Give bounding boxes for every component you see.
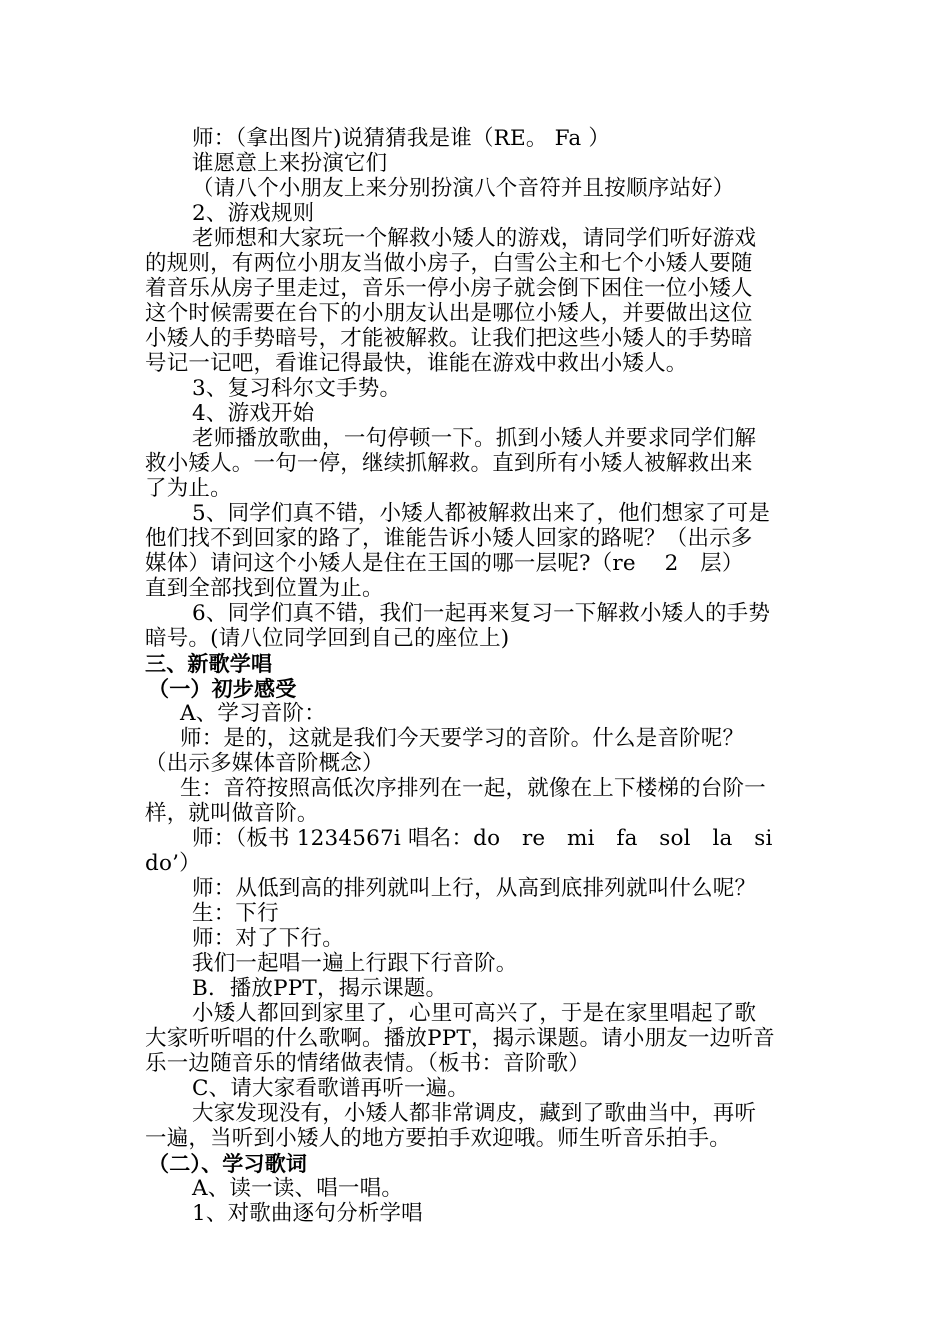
text-line: 暗号。(请八位同学回到自己的座位上)	[145, 626, 510, 651]
text-line: 师：是的，这就是我们今天要学习的音阶。什么是音阶呢？	[180, 726, 745, 751]
text-line: A、学习音阶：	[180, 701, 326, 726]
text-line: 的规则，有两位小朋友当做小房子，白雪公主和七个小矮人要随	[145, 251, 753, 276]
subsection-heading: （二）、学习歌词	[148, 1152, 308, 1176]
text-line: 号记一记吧，看谁记得最快，谁能在游戏中救出小矮人。	[145, 351, 688, 376]
text-line: B．播放PPT，揭示课题。	[192, 976, 448, 1001]
text-line: 师：从低到高的排列就叫上行，从高到底排列就叫什么呢？	[192, 876, 757, 901]
text-line: 救小矮人。一句一停，继续抓解救。直到所有小矮人被解救出来	[145, 451, 753, 476]
text-line: 小矮人的手势暗号，才能被解救。让我们把这些小矮人的手势暗	[145, 326, 753, 351]
text-line: 生：下行	[192, 901, 279, 926]
text-line: 师：（拿出图片)说猜猜我是谁（RE。 Fa ）	[192, 126, 611, 151]
text-line: 6、同学们真不错，我们一起再来复习一下解救小矮人的手势	[192, 601, 771, 626]
text-line: 1、对歌曲逐句分析学唱	[192, 1201, 423, 1226]
text-line: 我们一起唱一遍上行跟下行音阶。	[192, 951, 518, 976]
text-line: 5、同学们真不错，小矮人都被解救出来了，他们想家了可是	[192, 501, 771, 526]
text-line: C、请大家看歌谱再听一遍。	[192, 1076, 470, 1101]
text-line: （出示多媒体音阶概念）	[145, 751, 384, 776]
text-line: 大家发现没有，小矮人都非常调皮，藏到了歌曲当中，再听	[192, 1101, 757, 1126]
text-line: 师：对了下行。	[192, 926, 344, 951]
text-line: 这个时候需要在台下的小朋友认出是哪位小矮人，并要做出这位	[145, 301, 753, 326]
text-line: 2、游戏规则	[192, 201, 315, 226]
text-line: 大家听听唱的什么歌啊。播放PPT，揭示课题。请小朋友一边听音	[145, 1026, 775, 1051]
section-heading: 三、新歌学唱	[145, 652, 273, 676]
text-line: 媒体）请问这个小矮人是住在王国的哪一层呢?（re 2 层）	[145, 551, 744, 576]
text-line: 着音乐从房子里走过，音乐一停小房子就会倒下困住一位小矮人	[145, 276, 753, 301]
text-line: do’）	[145, 851, 201, 876]
text-line: 一遍，当听到小矮人的地方要拍手欢迎哦。师生听音乐拍手。	[145, 1126, 731, 1151]
text-line: A、读一读、唱一唱。	[192, 1176, 404, 1201]
subsection-heading: （一）初步感受	[148, 677, 297, 701]
text-line: 了为止。	[145, 476, 232, 501]
text-line: 样，就叫做音阶。	[145, 801, 319, 826]
text-line: 老师播放歌曲，一句停顿一下。抓到小矮人并要求同学们解	[192, 426, 757, 451]
text-line: 生：音符按照高低次序排列在一起，就像在上下楼梯的台阶一	[180, 776, 766, 801]
text-line: （请八个小朋友上来分别扮演八个音符并且按顺序站好）	[192, 176, 735, 201]
text-line: 乐一边随音乐的情绪做表情。（板书：音阶歌）	[145, 1051, 590, 1076]
text-line: 师：（板书 1234567i 唱名：do re mi fa sol la si	[192, 826, 773, 851]
text-line: 3、复习科尔文手势。	[192, 376, 402, 401]
text-line: 他们找不到回家的路了，谁能告诉小矮人回家的路呢？（出示多	[145, 526, 753, 551]
text-line: 4、游戏开始	[192, 401, 315, 426]
text-line: 老师想和大家玩一个解救小矮人的游戏，请同学们听好游戏	[192, 226, 757, 251]
text-line: 谁愿意上来扮演它们	[192, 151, 388, 176]
text-line: 小矮人都回到家里了，心里可高兴了，于是在家里唱起了歌	[192, 1001, 757, 1026]
text-line: 直到全部找到位置为止。	[145, 576, 384, 601]
